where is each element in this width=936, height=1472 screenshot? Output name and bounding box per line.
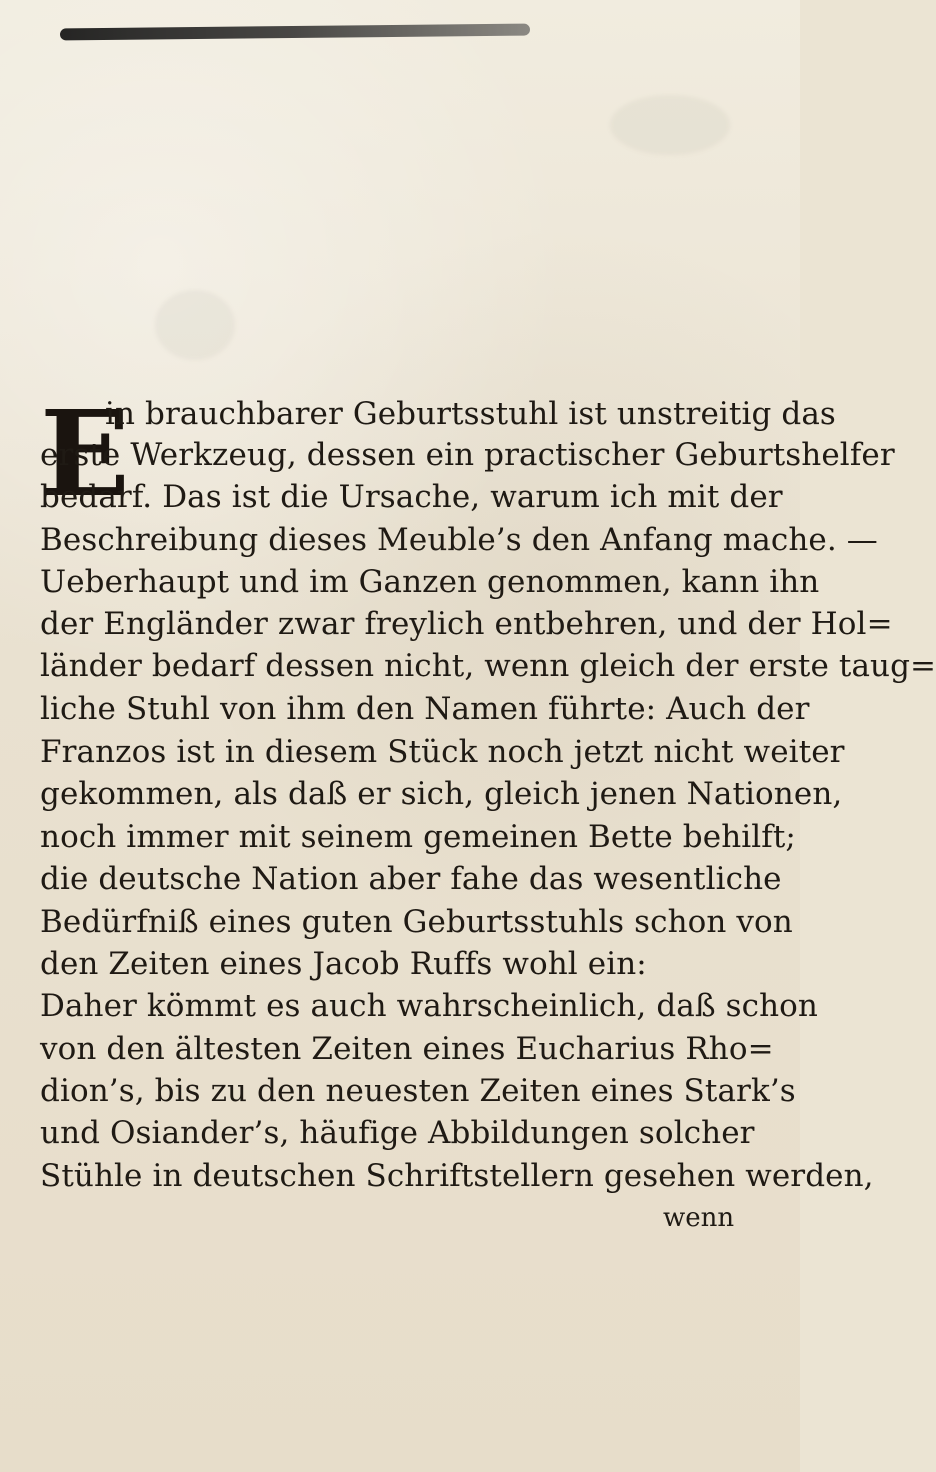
text-block [40,384,936,1420]
text-line: von den ältesten Zeiten eines Eucharius Rho= [40,1031,774,1067]
top-rule [60,24,530,41]
text-line: Ueberhaupt und im Ganzen genommen, kann ihn [40,564,820,600]
text-line: Stühle in deutschen Schriftstellern gesehen werden, [40,1158,874,1194]
text-line: erste Werkzeug, dessen ein practischer Geburtshelfer [40,437,895,473]
paper-stain [610,95,730,155]
text-line: der Engländer zwar freylich entbehren, und der Hol= [40,606,893,642]
text-line: Bedürfniß eines guten Geburtsstuhls schon von [40,904,793,940]
catchword: wenn [663,1203,735,1233]
text-line: bedarf. Das ist die Ursache, warum ich mit der [40,479,783,515]
text-line: noch immer mit seinem gemeinen Bette behilft; [40,819,796,855]
text-line: Daher kömmt es auch wahrscheinlich, daß schon [40,988,818,1024]
text-line: und Osiander’s, häufige Abbildungen solcher [40,1115,755,1151]
text-line: die deutsche Nation aber fahe das wesentliche [40,861,782,897]
text-line: liche Stuhl von ihm den Namen führte: Auch der [40,691,810,727]
text-line: dion’s, bis zu den neuesten Zeiten eines Stark’s [40,1073,796,1109]
text-line: Beschreibung dieses Meuble’s den Anfang mache. — [40,522,878,558]
text-line: Franzos ist in diesem Stück noch jetzt nicht weiter [40,734,845,770]
text-line: in brauchbarer Geburtsstuhl ist unstreitig das [105,396,836,432]
text-line: gekommen, als daß er sich, gleich jenen Nationen, [40,776,843,812]
paper-stain [155,290,235,360]
text-line: länder bedarf dessen nicht, wenn gleich der erste taug= [40,648,936,684]
drop-cap: E [40,384,130,523]
text-line: den Zeiten eines Jacob Ruffs wohl ein: [40,946,647,982]
